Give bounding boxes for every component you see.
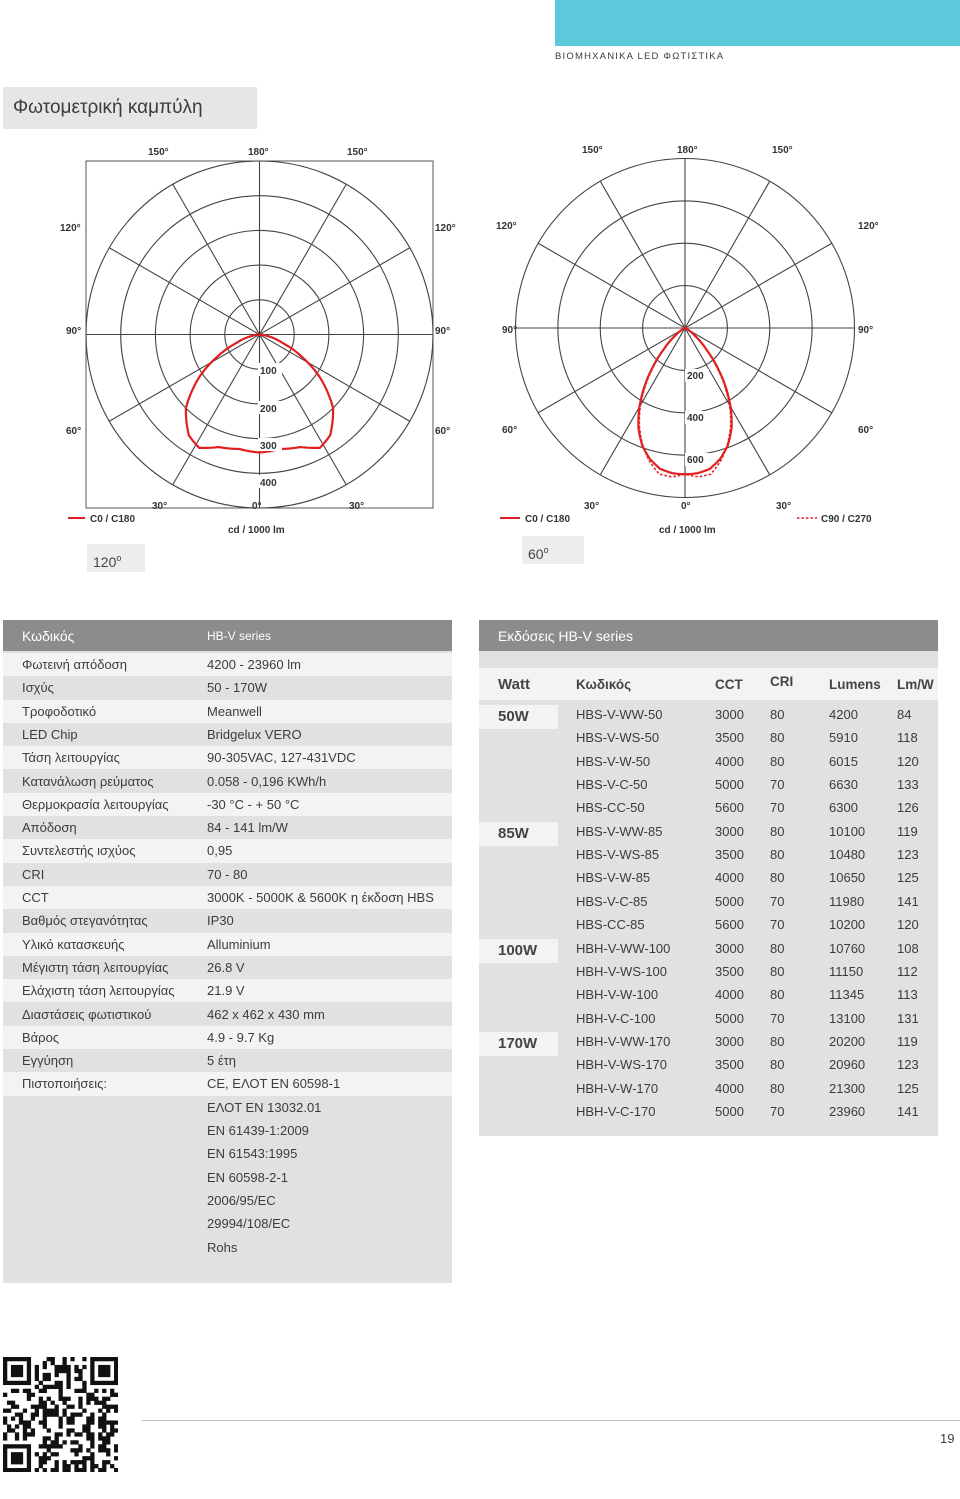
spec-value: 70 - 80 (207, 866, 248, 882)
version-row (479, 750, 938, 773)
cct-cell: 5000 (715, 1010, 744, 1026)
lumens-cell: 20960 (829, 1057, 866, 1073)
specs-head-series: HB-V series (207, 629, 272, 643)
lumens-cell: 6015 (829, 753, 858, 769)
radial-label: 400 (687, 413, 704, 424)
spec-row (3, 793, 452, 816)
spec-label: Ελάχιστη τάση λειτουργίας (22, 983, 175, 999)
lumens-cell: 23960 (829, 1103, 866, 1119)
spec-label: Τροφοδοτικό (22, 703, 97, 719)
angle-label: 90° (66, 326, 82, 337)
lumens-cell: 20200 (829, 1033, 866, 1049)
spec-row (3, 839, 452, 862)
spec-value: Meanwell (207, 703, 262, 719)
version-row (479, 796, 938, 819)
cct-cell: 5600 (715, 800, 744, 816)
angle-label: 30° (349, 501, 365, 512)
cct-cell: 3000 (715, 823, 744, 839)
efficacy-cell: 131 (897, 1010, 919, 1026)
lumens-cell: 13100 (829, 1010, 866, 1026)
lumens-cell: 10200 (829, 917, 866, 933)
cct-cell: 3000 (715, 707, 744, 722)
version-row (479, 1007, 938, 1030)
version-row (479, 703, 938, 726)
cri-cell: 80 (770, 940, 785, 956)
polar-diagram-left (60, 140, 470, 540)
column-header: Κωδικός (576, 677, 632, 692)
spec-value: 50 - 170W (207, 680, 267, 696)
code-cell: HBS-V-W-85 (576, 870, 651, 886)
versions-title: Εκδόσεις HB-V series (498, 628, 634, 644)
version-row (479, 983, 938, 1006)
lumens-cell: 11980 (829, 893, 865, 909)
certification-item: 29994/108/EC (207, 1216, 291, 1232)
spec-row (3, 700, 452, 723)
cri-cell: 80 (770, 847, 785, 863)
lumens-cell: 6300 (829, 800, 858, 816)
watt-group-label: 50W (479, 705, 558, 729)
spec-row (3, 723, 452, 746)
angle-label: 90° (858, 325, 874, 336)
efficacy-cell: 141 (897, 893, 919, 909)
beam-angle-badge (522, 536, 584, 564)
spec-label: CRI (22, 866, 45, 882)
efficacy-cell: 133 (897, 777, 919, 793)
spec-label: Διαστάσεις φωτιστικού (22, 1006, 152, 1022)
version-row (479, 773, 938, 796)
spec-label: Βαθμός στεγανότητας (22, 913, 148, 929)
lumens-cell: 11150 (829, 963, 864, 979)
cct-cell: 4000 (715, 987, 744, 1003)
section-title: Φωτομετρική καμπύλη (3, 87, 257, 129)
cct-cell: 3000 (715, 940, 744, 956)
efficacy-cell: 112 (897, 963, 918, 979)
efficacy-cell: 119 (897, 1033, 918, 1049)
cri-cell: 70 (770, 917, 785, 933)
version-row (479, 890, 938, 913)
spec-label: LED Chip (22, 726, 78, 742)
angle-label: 150° (772, 145, 793, 156)
cct-cell: 5000 (715, 777, 744, 793)
efficacy-cell: 123 (897, 847, 919, 863)
cri-cell: 80 (770, 1080, 785, 1096)
spec-value: 0.058 - 0,196 KWh/h (207, 773, 327, 789)
lumens-cell: 10650 (829, 870, 866, 886)
lumens-cell: 10480 (829, 847, 866, 863)
spec-row (3, 1026, 452, 1049)
spec-row (3, 676, 452, 699)
cri-cell: 70 (770, 1103, 785, 1119)
radial-label: 300 (260, 441, 277, 452)
cri-cell: 80 (770, 730, 785, 746)
spec-label: Συντελεστής ισχύος (22, 843, 136, 859)
lumens-cell: 10100 (829, 823, 866, 839)
radial-label: 600 (687, 455, 704, 466)
cri-cell: 80 (770, 1033, 785, 1049)
cct-cell: 3500 (715, 1057, 744, 1073)
spec-value: -30 °C - + 50 °C (207, 796, 300, 812)
versions-column-header (479, 668, 938, 700)
version-row (479, 937, 938, 960)
spec-value: 21.9 V (207, 983, 245, 999)
watt-group-label: 100W (479, 939, 558, 963)
cri-cell: 70 (770, 893, 785, 909)
spec-row (3, 1049, 452, 1072)
angle-label: 60° (435, 426, 451, 437)
angle-label: 0° (252, 501, 262, 512)
cct-cell: 4000 (715, 1080, 744, 1096)
cct-cell: 3000 (715, 1033, 744, 1049)
angle-label: 90° (435, 326, 451, 337)
angle-label: 120° (496, 221, 517, 232)
cct-cell: 5600 (715, 917, 744, 933)
code-cell: HBS-V-WS-50 (576, 730, 660, 746)
efficacy-cell: 84 (897, 707, 912, 722)
spec-row (3, 816, 452, 839)
code-cell: HBH-V-WS-100 (576, 963, 668, 979)
beam-angle-value: 60 (528, 546, 544, 562)
lumens-cell: 5910 (829, 730, 858, 746)
column-header: Lumens (829, 677, 881, 692)
efficacy-cell: 125 (897, 870, 919, 886)
cct-cell: 4000 (715, 753, 744, 769)
specs-table-header (3, 620, 452, 651)
efficacy-cell: 123 (897, 1057, 919, 1073)
cri-cell: 70 (770, 800, 785, 816)
angle-label: 60° (66, 426, 82, 437)
spec-value: Bridgelux VERO (207, 726, 302, 742)
qr-code (3, 1357, 118, 1472)
header-color-band (555, 0, 960, 46)
spec-value: 5 έτη (207, 1053, 237, 1069)
efficacy-cell: 119 (897, 823, 918, 839)
cri-cell: 80 (770, 987, 785, 1003)
spec-row (3, 909, 452, 932)
cct-cell: 3500 (715, 730, 744, 746)
efficacy-cell: 120 (897, 917, 919, 933)
beam-angle-badge (87, 544, 145, 572)
angle-label: 30° (152, 501, 168, 512)
spec-row (3, 886, 452, 909)
code-cell: HBS-V-C-85 (576, 893, 648, 909)
angle-label: 30° (776, 501, 792, 512)
spec-row (3, 979, 452, 1002)
version-row (479, 960, 938, 983)
certification-item: EN 61439-1:2009 (207, 1123, 309, 1138)
cct-cell: 5000 (715, 893, 744, 909)
column-header: Watt (498, 676, 530, 693)
code-cell: HBS-CC-85 (576, 917, 645, 933)
version-row (479, 913, 938, 936)
versions-table-title (479, 620, 938, 651)
spec-row (3, 933, 452, 956)
angle-label: 30° (584, 501, 600, 512)
version-row (479, 726, 938, 749)
efficacy-cell: 126 (897, 800, 919, 816)
degree-sign: o (116, 553, 122, 563)
spec-row (3, 746, 452, 769)
radial-label: 200 (687, 371, 704, 382)
lumens-cell: 4200 (829, 707, 858, 722)
code-cell: HBH-V-W-100 (576, 987, 659, 1003)
code-cell: HBS-V-WW-85 (576, 823, 663, 839)
lumens-cell: 21300 (829, 1080, 866, 1096)
radial-label: 400 (260, 478, 277, 489)
legend-c0: C0 / C180 (525, 514, 571, 525)
version-row (479, 820, 938, 843)
spec-value: 4.9 - 9.7 Kg (207, 1029, 275, 1045)
cri-cell: 80 (770, 707, 785, 722)
version-row (479, 1100, 938, 1123)
spec-label: CCT (22, 890, 49, 905)
watt-group-label: 170W (479, 1032, 558, 1056)
cri-cell: 70 (770, 777, 785, 793)
angle-label: 150° (148, 147, 169, 158)
spec-row (3, 1003, 452, 1026)
column-header: CRI (770, 674, 794, 689)
efficacy-cell: 113 (897, 987, 918, 1003)
efficacy-cell: 141 (897, 1103, 919, 1119)
header-category: ΒΙΟΜΗΧΑΝΙΚΑ LED ΦΩΤΙΣΤΙΚΑ (555, 51, 725, 62)
angle-label: 90° (502, 325, 518, 336)
beam-angle-value: 120 (93, 554, 117, 570)
angle-label: 120° (858, 221, 879, 232)
angle-label: 180° (677, 145, 698, 156)
cct-cell: 3500 (715, 963, 744, 979)
spec-value: 84 - 141 lm/W (207, 820, 288, 836)
certification-item: EN 60598-2-1 (207, 1169, 288, 1185)
spec-label: Φωτεινή απόδοση (22, 657, 127, 672)
spec-label: Τάση λειτουργίας (22, 750, 120, 766)
cct-cell: 5000 (715, 1103, 744, 1119)
cri-cell: 80 (770, 823, 785, 839)
cri-cell: 80 (770, 1057, 785, 1073)
cri-cell: 70 (770, 1010, 785, 1026)
column-header: Lm/W (897, 677, 934, 692)
versions-table (479, 620, 938, 1136)
angle-label: 60° (502, 425, 518, 436)
lumens-cell: 6630 (829, 777, 858, 793)
spec-value: 462 x 462 x 430 mm (207, 1006, 325, 1022)
specs-head-label: Κωδικός (22, 628, 75, 644)
code-cell: HBS-CC-50 (576, 800, 645, 816)
lumens-cell: 10760 (829, 940, 866, 956)
version-row (479, 1077, 938, 1100)
code-cell: HBH-V-W-170 (576, 1080, 659, 1096)
spec-row (3, 956, 452, 979)
column-header: CCT (715, 677, 743, 692)
efficacy-cell: 120 (897, 753, 919, 769)
version-row (479, 866, 938, 889)
spec-value: IP30 (207, 913, 234, 929)
certification-item: Rohs (207, 1239, 238, 1255)
spec-value: 0,95 (207, 843, 233, 859)
spec-label: Θερμοκρασία λειτουργίας (22, 796, 169, 812)
radial-label: 100 (260, 366, 277, 377)
spec-value: CE, ΕΛΟΤ ΕΝ 60598-1 (207, 1076, 341, 1092)
code-cell: HBS-V-WS-85 (576, 847, 660, 863)
page-number: 19 (940, 1431, 955, 1446)
code-cell: HBS-V-W-50 (576, 753, 651, 769)
spec-label: Κατανάλωση ρεύματος (22, 773, 154, 789)
radial-label: 200 (260, 404, 277, 415)
code-cell: HBS-V-WW-50 (576, 707, 663, 722)
spec-label: Βάρος (22, 1029, 60, 1045)
efficacy-cell: 118 (897, 730, 918, 746)
version-row (479, 843, 938, 866)
angle-label: 180° (248, 147, 269, 158)
cct-cell: 4000 (715, 870, 744, 886)
spec-label: Απόδοση (22, 820, 77, 836)
specs-table (3, 620, 452, 1283)
cri-cell: 80 (770, 753, 785, 769)
watt-group-label: 85W (479, 822, 558, 846)
spec-label: Μέγιστη τάση λειτουργίας (22, 959, 169, 975)
spec-label: Υλικό κατασκευής (22, 936, 125, 952)
unit-label: cd / 1000 lm (228, 525, 285, 536)
lumens-cell: 11345 (829, 987, 865, 1003)
angle-label: 0° (681, 501, 691, 512)
cct-cell: 3500 (715, 847, 744, 863)
version-row (479, 1030, 938, 1053)
spec-value: 26.8 V (207, 959, 245, 975)
unit-label: cd / 1000 lm (659, 525, 716, 536)
angle-label: 120° (60, 223, 81, 234)
code-cell: HBH-V-C-170 (576, 1103, 656, 1119)
code-cell: HBH-V-C-100 (576, 1010, 656, 1026)
code-cell: HBH-V-WS-170 (576, 1057, 668, 1073)
certification-item: EN 61543:1995 (207, 1146, 298, 1162)
degree-sign: o (543, 545, 549, 555)
spec-value: 90-305VAC, 127-431VDC (207, 750, 356, 766)
spec-value: Alluminium (207, 936, 271, 952)
spec-label: Εγγύηση (22, 1053, 74, 1069)
spec-row (3, 863, 452, 886)
footer-divider (142, 1420, 960, 1421)
code-cell: HBH-V-WW-100 (576, 940, 671, 956)
efficacy-cell: 125 (897, 1080, 919, 1096)
spec-row (3, 770, 452, 793)
spec-value: 3000K - 5000K & 5600K η έκδοση HBS (207, 890, 434, 905)
certification-item: ΕΛΟΤ ΕΝ 13032.01 (207, 1099, 322, 1115)
cri-cell: 80 (770, 870, 785, 886)
certification-item: 2006/95/EC (207, 1192, 276, 1208)
angle-label: 60° (858, 425, 874, 436)
version-row (479, 1053, 938, 1076)
angle-label: 150° (582, 145, 603, 156)
spec-row (3, 1072, 452, 1095)
angle-label: 120° (435, 223, 456, 234)
legend-c90: C90 / C270 (821, 514, 872, 525)
legend-c0: C0 / C180 (90, 514, 136, 525)
spec-value: 4200 - 23960 lm (207, 657, 301, 672)
spec-row (3, 653, 452, 676)
angle-label: 150° (347, 147, 368, 158)
cri-cell: 80 (770, 963, 785, 979)
efficacy-cell: 108 (897, 940, 919, 956)
code-cell: HBH-V-WW-170 (576, 1033, 671, 1049)
spec-label: Ισχύς (22, 680, 54, 696)
spec-label: Πιστοποιήσεις: (22, 1076, 108, 1092)
code-cell: HBS-V-C-50 (576, 777, 648, 793)
polar-diagram-right (494, 138, 904, 538)
